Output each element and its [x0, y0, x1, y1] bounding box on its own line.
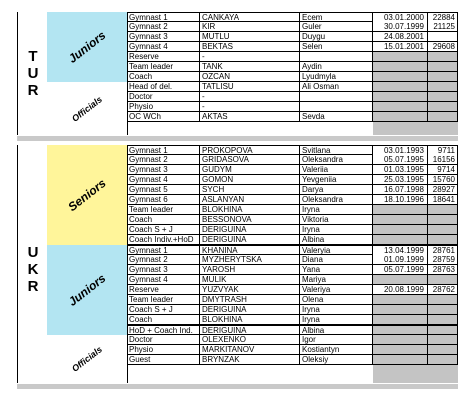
birth-date-cell: 03.01.2000 [373, 13, 428, 22]
birth-date-cell [373, 205, 428, 214]
section-separator [17, 384, 458, 389]
last-name-cell: GRIDASOVA [200, 155, 300, 164]
license-number-cell [428, 102, 458, 111]
first-name-cell: Kostiantyn [300, 345, 373, 354]
first-name-cell: Igor [300, 335, 373, 344]
birth-date-cell [373, 355, 428, 364]
license-number-cell [428, 305, 458, 314]
first-name-cell: Albina [300, 326, 373, 335]
last-name-cell: KIR [200, 22, 300, 31]
birth-date-cell [373, 315, 428, 324]
birth-date-cell [373, 82, 428, 91]
country-code-tur [17, 12, 49, 135]
table-row [127, 52, 458, 62]
role-cell: Doctor [127, 335, 200, 344]
category-label: Juniors [65, 28, 109, 66]
birth-date-cell: 16.07.1998 [373, 185, 428, 194]
license-number-cell [428, 112, 458, 121]
table-row [127, 72, 458, 82]
license-number-cell: 28763 [428, 265, 458, 274]
birth-date-cell [373, 305, 428, 314]
birth-date-cell: 01.09.1999 [373, 255, 428, 264]
country-letter: U [27, 243, 39, 261]
last-name-cell: YAROSH [200, 265, 300, 274]
license-number-cell [428, 225, 458, 234]
table-row [127, 112, 458, 122]
license-number-cell [428, 32, 458, 41]
birth-date-cell [373, 92, 428, 101]
table-row [127, 285, 458, 295]
role-cell: Gymnast 2 [127, 22, 200, 31]
license-number-cell: 22884 [428, 13, 458, 22]
birth-date-cell: 20.08.1999 [373, 285, 428, 294]
table-row [127, 225, 458, 235]
first-name-cell [300, 52, 373, 61]
table-row [127, 235, 458, 245]
role-cell: Physio [127, 345, 200, 354]
ukr-seniors-rows [127, 145, 458, 245]
birth-date-cell: 13.04.1999 [373, 246, 428, 255]
role-cell: Team leader [127, 205, 200, 214]
tur-rows [127, 12, 458, 122]
table-row [127, 205, 458, 215]
license-number-cell [428, 326, 458, 335]
license-number-cell: 28761 [428, 246, 458, 255]
role-cell: Gymnast 1 [127, 146, 200, 155]
license-number-cell [428, 82, 458, 91]
license-number-cell: 9714 [428, 165, 458, 174]
role-cell: Head of del. [127, 82, 200, 91]
last-name-cell: OLEXENKO [200, 335, 300, 344]
first-name-cell: Diana [300, 255, 373, 264]
last-name-cell: GUDYM [200, 165, 300, 174]
category-label: Juniors [65, 271, 109, 309]
role-cell: Gymnast 1 [127, 246, 200, 255]
table-row [127, 62, 458, 72]
last-name-cell: MUTLU [200, 32, 300, 41]
first-name-cell: Iryna [300, 315, 373, 324]
role-cell: Gymnast 2 [127, 255, 200, 264]
last-name-cell: YUZVYAK [200, 285, 300, 294]
first-name-cell: Iryna [300, 225, 373, 234]
category-officials-ukr [47, 335, 128, 383]
country-code-ukr [17, 145, 49, 383]
role-cell: Physio [127, 102, 200, 111]
role-cell: Coach [127, 72, 200, 81]
license-number-cell: 21125 [428, 22, 458, 31]
license-number-cell [428, 62, 458, 71]
birth-date-cell: 05.07.1999 [373, 265, 428, 274]
category-juniors-tur [47, 12, 128, 82]
country-letter: R [27, 277, 39, 295]
first-name-cell: Valeriia [300, 165, 373, 174]
license-number-cell: 28762 [428, 285, 458, 294]
first-name-cell: Oleksandra [300, 155, 373, 164]
role-cell: Coach [127, 215, 200, 224]
license-number-cell: 18641 [428, 195, 458, 204]
first-name-cell: Valeriya [300, 285, 373, 294]
license-number-cell [428, 72, 458, 81]
role-cell: Gymnast 3 [127, 165, 200, 174]
last-name-cell: - [200, 92, 300, 101]
license-number-cell [428, 295, 458, 304]
license-number-cell: 15760 [428, 175, 458, 184]
role-cell: Gymnast 3 [127, 265, 200, 274]
first-name-cell: Duygu [300, 32, 373, 41]
category-label: Officials [69, 93, 105, 124]
license-number-cell [428, 215, 458, 224]
license-number-cell: 28927 [428, 185, 458, 194]
role-cell: Coach S + J [127, 305, 200, 314]
table-row [127, 165, 458, 175]
ukr-officials-rows [127, 325, 458, 365]
role-cell: Coach S + J [127, 225, 200, 234]
last-name-cell: DERIGUINA [200, 225, 300, 234]
last-name-cell: TANK [200, 62, 300, 71]
tur-team-block [17, 12, 458, 135]
last-name-cell: AKTAS [200, 112, 300, 121]
last-name-cell: GOMON [200, 175, 300, 184]
last-name-cell: MARKITANOV [200, 345, 300, 354]
category-juniors-ukr [47, 245, 128, 335]
country-letter: U [27, 65, 39, 82]
birth-date-cell [373, 102, 428, 111]
last-name-cell: ASLANYAN [200, 195, 300, 204]
table-row [127, 355, 458, 365]
first-name-cell: Olena [300, 295, 373, 304]
role-cell: Gymnast 4 [127, 175, 200, 184]
license-number-cell: 16156 [428, 155, 458, 164]
first-name-cell: Iryna [300, 305, 373, 314]
table-row [127, 102, 458, 112]
first-name-cell: Darya [300, 185, 373, 194]
birth-date-cell [373, 52, 428, 61]
role-cell: Reserve [127, 285, 200, 294]
birth-date-cell [373, 72, 428, 81]
first-name-cell: Selen [300, 42, 373, 51]
category-seniors-ukr [47, 145, 128, 245]
category-label: Seniors [65, 175, 109, 215]
table-row [127, 275, 458, 285]
last-name-cell: CANKAYA [200, 13, 300, 22]
first-name-cell: Oleksiy [300, 355, 373, 364]
birth-date-cell: 01.03.1995 [373, 165, 428, 174]
last-name-cell: SYCH [200, 185, 300, 194]
birth-date-cell: 24.08.2001 [373, 32, 428, 41]
license-number-cell [428, 315, 458, 324]
role-cell: Gymnast 1 [127, 13, 200, 22]
license-number-cell: 29608 [428, 42, 458, 51]
first-name-cell: Aydin [300, 62, 373, 71]
first-name-cell: Viktoria [300, 215, 373, 224]
license-number-cell [428, 275, 458, 284]
role-cell: OC WCh [127, 112, 200, 121]
table-row [127, 255, 458, 265]
table-row [127, 215, 458, 225]
last-name-cell: - [200, 52, 300, 61]
role-cell: Guest [127, 355, 200, 364]
role-cell: Reserve [127, 52, 200, 61]
country-letter: R [27, 82, 39, 99]
role-cell: Coach Indiv.+HoD [127, 235, 200, 244]
section-separator [17, 136, 458, 141]
first-name-cell: Albina [300, 235, 373, 244]
first-name-cell [300, 102, 373, 111]
last-name-cell: BLOKHINA [200, 315, 300, 324]
birth-date-cell [373, 335, 428, 344]
table-row [127, 185, 458, 195]
ukr-team-block [17, 145, 458, 383]
last-name-cell: - [200, 102, 300, 111]
birth-date-cell [373, 345, 428, 354]
license-number-cell [428, 205, 458, 214]
first-name-cell: Svitlana [300, 146, 373, 155]
license-number-cell [428, 235, 458, 244]
table-row [127, 22, 458, 32]
last-name-cell: BLOKHINA [200, 205, 300, 214]
table-row [127, 12, 458, 22]
first-name-cell: Iryna [300, 205, 373, 214]
table-row [127, 345, 458, 355]
license-number-cell [428, 355, 458, 364]
table-row [127, 175, 458, 185]
birth-date-cell [373, 62, 428, 71]
license-number-cell [428, 92, 458, 101]
birth-date-cell: 15.01.2001 [373, 42, 428, 51]
birth-date-cell [373, 295, 428, 304]
first-name-cell: Oleksandra [300, 195, 373, 204]
table-row [127, 305, 458, 315]
last-name-cell: DERIGUINA [200, 235, 300, 244]
table-row [127, 145, 458, 155]
last-name-cell: OZCAN [200, 72, 300, 81]
first-name-cell [300, 92, 373, 101]
role-cell: Doctor [127, 92, 200, 101]
last-name-cell: MULIK [200, 275, 300, 284]
ukr-juniors-rows [127, 245, 458, 325]
role-cell: Coach [127, 315, 200, 324]
table-row [127, 82, 458, 92]
birth-date-cell: 30.07.1999 [373, 22, 428, 31]
country-letter: T [28, 48, 38, 65]
first-name-cell: Ecem [300, 13, 373, 22]
country-letter: K [27, 260, 39, 278]
role-cell: Gymnast 4 [127, 275, 200, 284]
category-label: Officials [69, 344, 105, 374]
role-cell: Gymnast 5 [127, 185, 200, 194]
birth-date-cell [373, 215, 428, 224]
table-row [127, 42, 458, 52]
last-name-cell: DERIGUINA [200, 326, 300, 335]
table-row [127, 32, 458, 42]
table-row [127, 315, 458, 325]
first-name-cell: Yevgeniia [300, 175, 373, 184]
table-row [127, 325, 458, 335]
birth-date-cell [373, 326, 428, 335]
role-cell: Gymnast 2 [127, 155, 200, 164]
birth-date-cell [373, 235, 428, 244]
table-row [127, 295, 458, 305]
birth-date-cell [373, 225, 428, 234]
last-name-cell: TATLISU [200, 82, 300, 91]
first-name-cell: Ali Osman [300, 82, 373, 91]
birth-date-cell: 25.03.1995 [373, 175, 428, 184]
table-row [127, 155, 458, 165]
first-name-cell: Sevda [300, 112, 373, 121]
birth-date-cell [373, 112, 428, 121]
birth-date-cell: 03.01.1993 [373, 146, 428, 155]
license-number-cell [428, 52, 458, 61]
role-cell: HoD + Coach Ind. [127, 326, 200, 335]
table-row [127, 195, 458, 205]
last-name-cell: BESSONOVA [200, 215, 300, 224]
license-number-cell [428, 335, 458, 344]
last-name-cell: BRYNZAK [200, 355, 300, 364]
birth-date-cell [373, 275, 428, 284]
role-cell: Team leader [127, 62, 200, 71]
table-row [127, 245, 458, 255]
first-name-cell: Guler [300, 22, 373, 31]
role-cell: Team leader [127, 295, 200, 304]
role-cell: Gymnast 4 [127, 42, 200, 51]
last-name-cell: BEKTAS [200, 42, 300, 51]
first-name-cell: Valeryia [300, 246, 373, 255]
last-name-cell: DERIGUINA [200, 305, 300, 314]
birth-date-cell: 05.07.1995 [373, 155, 428, 164]
last-name-cell: PROKOPOVA [200, 146, 300, 155]
table-row [127, 92, 458, 102]
category-officials-tur [47, 82, 128, 135]
license-number-cell [428, 345, 458, 354]
last-name-cell: MYZHERYTSKA [200, 255, 300, 264]
license-number-cell: 28759 [428, 255, 458, 264]
role-cell: Gymnast 3 [127, 32, 200, 41]
table-row [127, 335, 458, 345]
role-cell: Gymnast 6 [127, 195, 200, 204]
first-name-cell: Yana [300, 265, 373, 274]
table-row [127, 265, 458, 275]
license-number-cell: 9711 [428, 146, 458, 155]
birth-date-cell: 18.10.1996 [373, 195, 428, 204]
last-name-cell: DMYTRASH [200, 295, 300, 304]
first-name-cell: Mariya [300, 275, 373, 284]
last-name-cell: KHANINA [200, 246, 300, 255]
first-name-cell: Lyudmyla [300, 72, 373, 81]
